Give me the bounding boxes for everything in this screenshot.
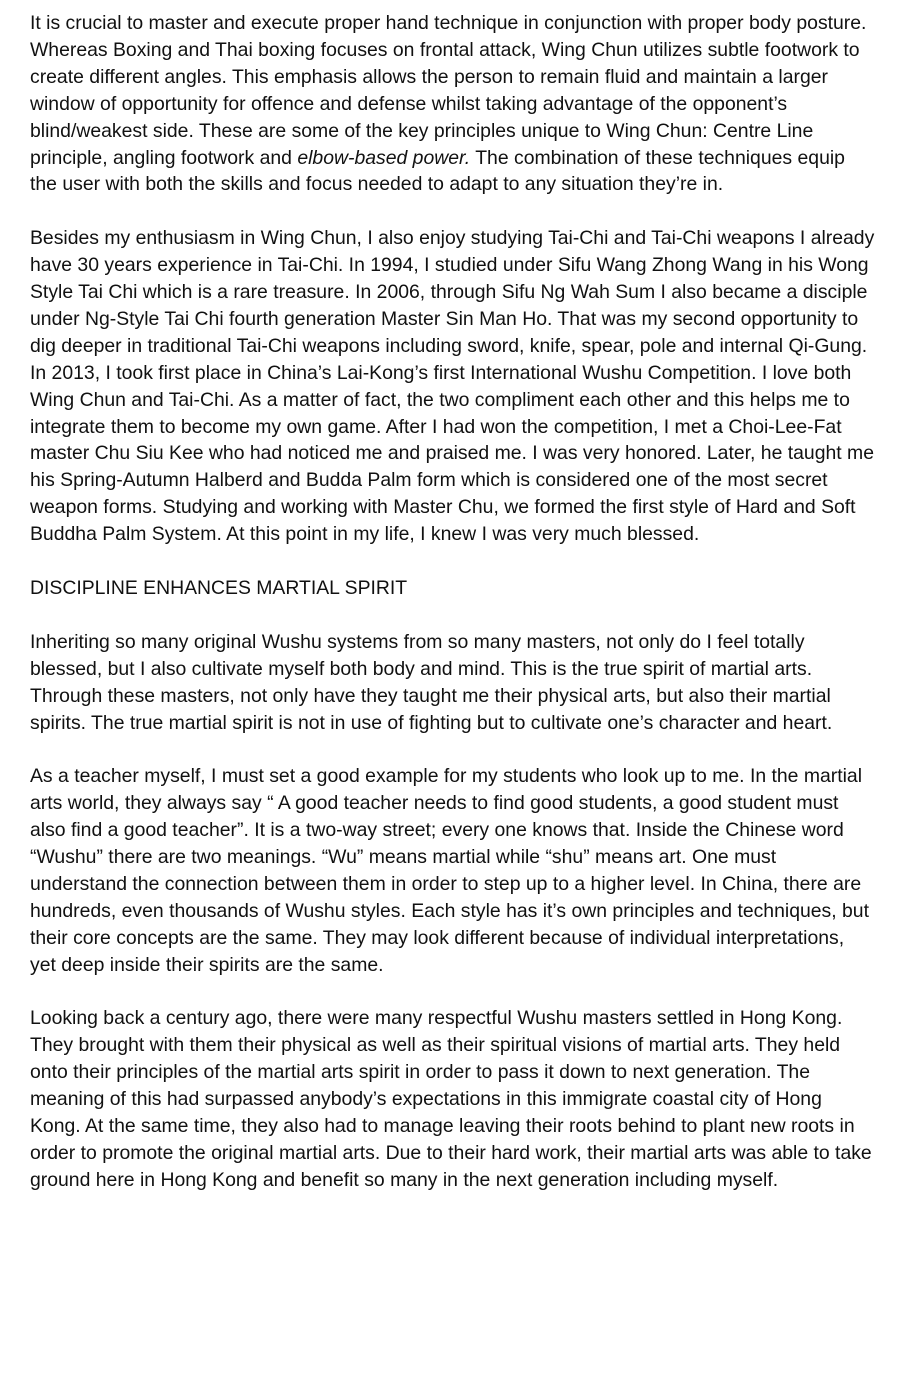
paragraph-wing-chun-technique: [30, 10, 875, 198]
section-heading: DISCIPLINE ENHANCES MARTIAL SPIRIT: [30, 577, 408, 599]
italic-phrase: elbow-based power.: [297, 146, 471, 169]
paragraph-text: The combination of these techniques equip the user with both the skills and focus needed to adapt to any situation they’re in.: [30, 146, 845, 196]
paragraph-inheriting: Inheriting so many original Wushu systems from so many masters, not only do I feel totally blessed, but I also cultivate myself both body and mind. This is the true spirit of martial arts. Through these masters, not only have they taught me their physical arts, but also their martial spirits. The true martial spirit is not in use of fighting but to cultivate one’s character and heart.: [30, 630, 833, 734]
paragraph-text: It is crucial to master and execute proper hand technique in conjunction with proper body posture. Whereas Boxing and Thai boxing focuses on frontal attack, Wing Chun utilizes subtle footwork to create different angles. This emphasis allows the person to remain fluid and maintain a larger window of opportunity for offence and defense whilst taking advantage of the opponent’s blind/weakest side. These are some of the key principles unique to Wing Chun: Centre Line principle, angling footwork and: [30, 12, 867, 169]
paragraph-tai-chi: Besides my enthusiasm in Wing Chun, I also enjoy studying Tai-Chi and Tai-Chi weapons I already have 30 years experience in Tai-Chi. In 1994, I studied under Sifu Wang Zhong Wang in his Wong Style Tai Chi which is a rare treasure. In 2006, through Sifu Ng Wah Sum I also became a disciple under Ng-Style Tai Chi fourth generation Master Sin Man Ho. That was my second opportunity to dig deeper in traditional Tai-Chi weapons including sword, knife, spear, pole and internal Qi-Gung. In 2013, I took first place in China’s Lai-Kong’s first International Wushu Competition. I love both Wing Chun and Tai-Chi. As a matter of fact, the two compliment each other and this helps me to integrate them to become my own game. After I had won the competition, I met a Choi-Lee-Fat master Chu Siu Kee who had noticed me and praised me. I was very honored. Later, he taught me his Spring-Autumn Halberd and Budda Palm form which is considered one of the most secret weapon forms. Studying and working with Master Chu, we formed the first style of Hard and Soft Buddha Palm System. At this point in my life, I knew I was very much blessed.: [30, 227, 875, 546]
document-page: [30, 10, 875, 1221]
paragraph-hong-kong: Looking back a century ago, there were many respectful Wushu masters settled in Hong Kong. They brought with them their physical as well as their spiritual visions of martial arts. They held onto their principles of the martial arts spirit in order to pass it down to next generation. The meaning of this had surpassed anybody’s expectations in this immigrate coastal city of Hong Kong. At the same time, they also had to manage leaving their roots behind to plant new roots in order to promote the original martial arts. Due to their hard work, their martial arts was able to take ground here in Hong Kong and benefit so many in the next generation including myself.: [30, 1007, 872, 1191]
paragraph-teacher: As a teacher myself, I must set a good example for my students who look up to me. In the martial arts world, they always say “ A good teacher needs to find good students, a good student must also find a good teacher”. It is a two-way street; every one knows that. Inside the Chinese word “Wushu” there are two meanings. “Wu” means martial while “shu” means art. One must understand the connection between them in order to step up to a higher level. In China, there are hundreds, even thousands of Wushu styles. Each style has it’s own principles and techniques, but their core concepts are the same. They may look different because of individual interpretations, yet deep inside their spirits are the same.: [30, 765, 869, 976]
